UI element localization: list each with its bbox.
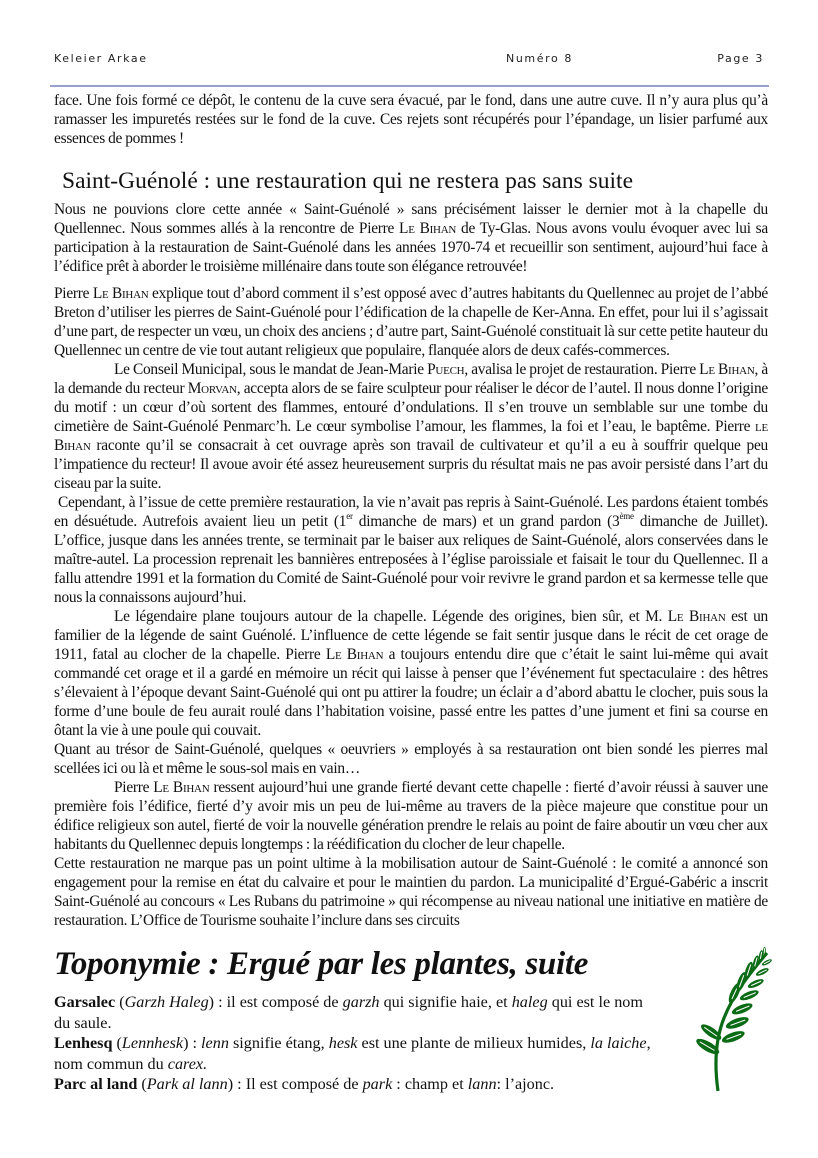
article-paragraph <box>54 284 768 360</box>
text-run: dimanche de Juillet). L’office, jusque dans les années trente, se terminait par le baiser aux reliques de Saint-Guénolé, alors conservées dans le maître-autel. La procession reprenait les bannières entreposées à l’église paroissiale et faisait le tour du Quellennec. Il a fallu attendre 1991 et la formation du Comité de Saint-Guénolé pour voir revivre le grand pardon et sa kermesse telle que nous la connaissons aujourd’hui. <box>54 513 768 606</box>
text-run: Quant au trésor de Saint-Guénolé, quelques « oeuvriers » employés à sa restauration ont bien sondé les pierres mal scellées ici ou là et même le sous-sol mais en vain… <box>54 741 768 777</box>
text-run: Nous ne pouvions clore cette année « Saint-Guénolé » sans précisément laisser le dernier mot à la chapelle du Quellennec. Nous sommes allés à la rencontre de Pierre <box>54 201 768 237</box>
text-run: ) : <box>183 1034 202 1052</box>
page-number: Page 3 <box>717 52 764 65</box>
toponym-entry <box>54 992 654 1033</box>
article-paragraph <box>54 854 768 930</box>
text-run: ressent aujourd’hui une grande fierté devant cette chapelle : fierté d’avoir réussi à sauver une première fois l’édifice, fierté d’y avoir mis un peu de lui-même au travers de la pièce majeure que constitue pour un édifice religieux son autel, fierté de voir la nouvelle génération prendre le relais au point de faire aboutir un vœu cher aux habitants du Quellennec depuis longtemps : la réédification du clocher de leur chapelle. <box>54 779 768 853</box>
article-paragraph <box>54 778 768 854</box>
article-title: Saint-Guénolé : une restauration qui ne restera pas sans suite <box>62 168 634 194</box>
toponymie-section <box>0 938 818 1095</box>
text-run: Pierre <box>114 779 154 796</box>
breton-term: hesk <box>328 1034 358 1052</box>
place-name: Parc al land <box>54 1075 138 1093</box>
header-rule <box>50 85 769 87</box>
breton-term: garzh <box>342 993 380 1011</box>
article-paragraph <box>54 200 768 276</box>
place-name: Lenhesq <box>54 1034 113 1052</box>
person-name: Le Bihan <box>153 779 210 796</box>
person-name: Le Bihan <box>699 361 755 378</box>
article-paragraph <box>54 740 768 778</box>
breton-term: carex. <box>167 1054 208 1073</box>
fern-branch-illustration <box>672 943 772 1093</box>
text-run: est un familier de la légende de saint Guénolé. L’influence de cette légende se fait sentir jusque dans le récit de cet orage de 1911, fatal au clocher de la chapelle. Pierre <box>54 608 769 663</box>
person-name: Le Bihan <box>92 285 149 302</box>
publication-name: Keleier Arkae <box>54 52 148 65</box>
person-name: Le Bihan <box>399 220 457 237</box>
text-run: Cette restauration ne marque pas un point ultime à la mobilisation autour de Saint-Guénolé : le comité a annoncé son engagement pour la remise en état du calvaire et pour le maintien du pardon. La municipalité d’Ergué-Gabéric a inscrit Saint-Guénolé au concours « Les Rubans du patrimoine » qui récompense au niveau national une initiative en matière de restauration. L’Office de Tourisme souhaite l’inclure dans ses circuits <box>54 855 768 929</box>
text-run: dimanche de mars) et un grand pardon (3 <box>352 513 620 530</box>
breton-term: Garzh Haleg <box>124 993 209 1011</box>
paragraph: face. Une fois formé ce dépôt, le contenu de la cuve sera évacué, par le fond, dans une autre cuve. Il n’y aura plus qu’à ramasser les impuretés restées sur le fond de la cuve. Ces rejets sont récupérés pour l’épandage, un lisier parfumé aux essences de pommes ! <box>54 92 768 147</box>
section-title: Toponymie : Ergué par les plantes, suite <box>54 946 589 982</box>
person-name: Morvan <box>187 380 237 397</box>
text-run: qui signifie haie, et <box>379 993 512 1011</box>
toponymie-entries <box>54 992 654 1095</box>
person-name: Le Bihan <box>325 646 384 663</box>
text-run: Cependant, à l’issue de cette première restauration, la vie n’avait pas repris à Saint-Guénolé. Les pardons étaient tombés en désuétude. Autrefois avaient lieu un petit (1 <box>54 494 768 530</box>
text-run: ( <box>137 1075 147 1093</box>
text-run: Le légendaire plane toujours autour de la chapelle. Légende des origines, bien sûr, et M. <box>114 608 668 625</box>
ordinal-suffix: er <box>346 511 353 521</box>
text-run: , accepta alors de se faire sculpteur pour réaliser le décor de l’autel. Il nous donne l’origine du motif : un cœur d’où sortent des flammes, entouré d’ondulations. Il s’en trouve un semblable sur une tombe du cimetière de Saint-Guénolé Penmarc’h. Le cœur symbolise l’amour, les flammes, la foi et l’eau, le baptême. Pierre <box>54 380 768 435</box>
text-run: , nom commun du <box>54 1034 651 1073</box>
text-run: ( <box>115 993 125 1011</box>
text-run: ) : il est composé de <box>208 993 343 1011</box>
text-run: , avalisa le projet de restauration. Pierre <box>464 361 700 378</box>
person-name: le Bihan <box>54 418 768 454</box>
text-run: a toujours entendu dire que c’était le saint lui-même qui avait commandé cet orage et il a gardé en mémoire un récit qui laisse à penser que l’événement fut spectaculaire : des hêtres s’élevaient à l’époque devant Saint-Guénolé qui ont pu attirer la foudre; un éclair a d’abord abattu le clocher, puis sous la forme d’une boule de feu aurait roulé dans l’habitation voisine, passé entre les pattes d’une jument et fini sa course en ôtant la vie à une poule qui couvait. <box>54 646 768 739</box>
breton-term: haleg <box>511 993 548 1011</box>
article-paragraph <box>54 607 768 740</box>
ordinal-suffix: ème <box>619 511 634 521</box>
issue-number: Numéro 8 <box>506 52 573 65</box>
running-header <box>54 52 764 70</box>
breton-term: park <box>362 1075 393 1093</box>
person-name: Puech <box>427 361 465 378</box>
text-run: signifie étang, <box>228 1034 329 1052</box>
breton-term: la laiche <box>590 1034 647 1052</box>
breton-term: lann <box>467 1075 497 1093</box>
toponym-entry <box>54 1074 654 1095</box>
text-run: ) : Il est composé de <box>227 1075 363 1093</box>
article-paragraph <box>54 360 768 493</box>
article-body <box>54 200 768 930</box>
toponym-entry <box>54 1033 654 1074</box>
place-name: Garsalec <box>54 993 116 1011</box>
text-run: : champ et <box>392 1075 468 1093</box>
text-run: explique tout d’abord comment il s’est opposé avec d’autres habitants du Quellennec au projet de l’abbé Breton d’utiliser les pierres de Saint-Guénolé pour l’édification de la chapelle de Ker-Anna. En effet, pour lui il s’agissait d’une part, de respecter un vœu, un choix des anciens ; d’autre part, Saint-Guénolé constituait là sur cette petite hauteur du Quellennec un centre de vie tout autant religieux que populaire, flanquée alors de deux cafés-commerces. <box>54 285 768 359</box>
text-run: , à la demande du recteur <box>54 361 768 397</box>
text-run: est une plante de milieux humides, <box>357 1034 591 1052</box>
text-run: Pierre <box>54 285 93 302</box>
text-run: Le Conseil Municipal, sous le mandat de Jean-Marie <box>114 361 428 378</box>
text-run: : l’ajonc. <box>496 1075 555 1093</box>
text-run: de Ty-Glas. Nous avons voulu évoquer avec lui sa participation à la restauration de Saint-Guénolé dans les années 1970-74 et recueillir son sentiment, aujourd’hui face à l’édifice prêt à aborder le troisième millénaire dans toute son élégance retrouvée! <box>54 220 768 275</box>
breton-term: Lennhesk <box>121 1034 184 1052</box>
breton-term: Park al lann <box>146 1075 228 1093</box>
text-run: qui est le nom du saule. <box>54 993 643 1032</box>
breton-term: lenn <box>201 1034 229 1052</box>
text-run: raconte qu’il se consacrait à cet ouvrage après son travail de cultivateur et qu’il a eu à souffrir quelque peu l’impatience du recteur! Il avoue avoir été assez heureusement surpris du résultat mais ne pas avoir persisté dans l’art du ciseau par la suite. <box>54 437 768 492</box>
article-paragraph <box>54 493 768 607</box>
person-name: Le Bihan <box>667 608 726 625</box>
continued-text <box>54 91 768 148</box>
text-run: ( <box>112 1034 122 1052</box>
